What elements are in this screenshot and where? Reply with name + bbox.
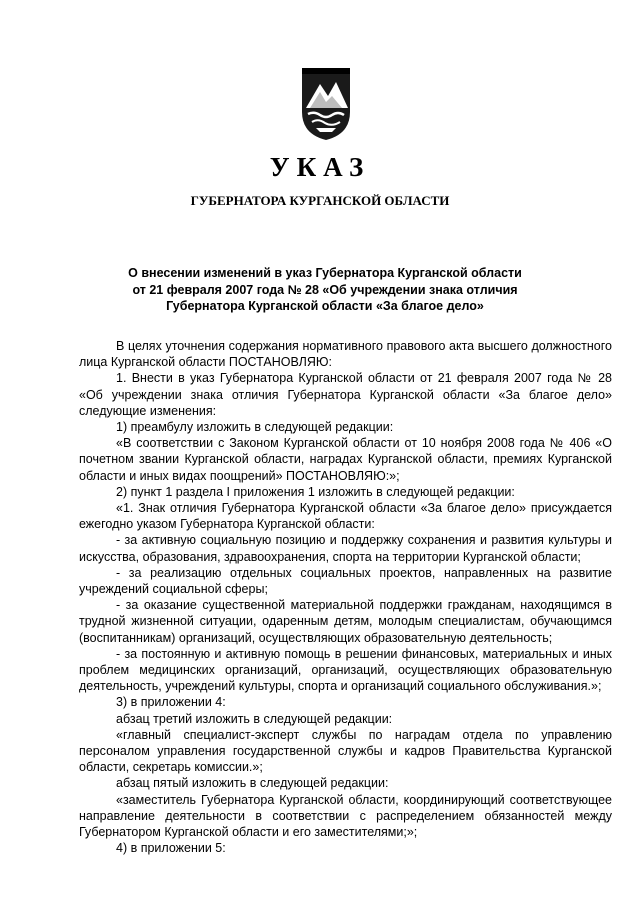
title-line: от 21 февраля 2007 года № 28 «Об учреждении знака отличия xyxy=(132,282,518,297)
title-line: О внесении изменений в указ Губернатора Курганской области xyxy=(128,266,522,280)
decree-heading: УКАЗ xyxy=(269,152,371,182)
paragraph: 3) в приложении 4: xyxy=(116,695,226,710)
paragraph: «В соответствии с Законом Курганской области от 10 ноября 2008 года № 406 «О почетном звании Курганской области, наградах Курганской области, премиях Курганской области и иных видах поощрений» ПОСТАНОВЛЯЮ:»; xyxy=(79,436,612,483)
paragraph: - за постоянную и активную помощь в решении финансовых, материальных и иных проблем медицинских организаций, организаций, осуществляющих образовательную деятельность, учреждений культуры, спорта и организаций социального обслуживания.»; xyxy=(79,646,612,694)
paragraph: «1. Знак отличия Губернатора Курганской области «За благое дело» присуждается ежегодно указом Губернатора Курганской области: xyxy=(79,501,612,532)
paragraph: 1. Внести в указ Губернатора Курганской области от 21 февраля 2007 года № 28 «Об учреждении знака отличия Губернатора Курганской области «За благое дело» следующие изменения: xyxy=(79,371,612,418)
paragraph: - за активную социальную позицию и поддержку сохранения и развития культуры и искусства, образования, здравоохранения, спорта на территории Курганской области; xyxy=(79,533,612,564)
paragraph: 1) преамбулу изложить в следующей редакции: xyxy=(116,420,394,435)
title-line: Губернатора Курганской области «За благое дело» xyxy=(166,299,484,313)
decree-title xyxy=(80,265,570,315)
paragraph: абзац третий изложить в следующей редакции: xyxy=(116,711,393,726)
paragraph: - за оказание существенной материальной поддержки гражданам, находящимся в трудной жизненной ситуации, одаренным детям, молодым специалистам, обучающимся (воспитанникам) организаций, осуществляющих образовательную деятельность; xyxy=(79,598,612,645)
coat-of-arms-icon xyxy=(298,62,354,142)
issuer-heading: ГУБЕРНАТОРА КУРГАНСКОЙ ОБЛАСТИ xyxy=(190,193,450,208)
paragraph: - за реализацию отдельных социальных проектов, направленных на развитие учреждений социальной сферы; xyxy=(79,565,612,597)
paragraph: «заместитель Губернатора Курганской области, координирующий соответствующее направление деятельности в соответствии с распределением обязанностей между Губернатором Курганской области и его заместителями;»; xyxy=(79,792,612,840)
paragraph: абзац пятый изложить в следующей редакции: xyxy=(116,776,389,791)
paragraph: 4) в приложении 5: xyxy=(116,841,226,856)
decree-body xyxy=(79,338,612,857)
paragraph: В целях уточнения содержания нормативного правового акта высшего должностного лица Курганской области ПОСТАНОВЛЯЮ: xyxy=(79,339,612,370)
paragraph: «главный специалист-эксперт службы по наградам отдела по управлению персоналом управления государственной службы и кадров Правительства Курганской области, секретарь комиссии.»; xyxy=(79,727,612,775)
paragraph: 2) пункт 1 раздела I приложения 1 изложить в следующей редакции: xyxy=(116,484,515,499)
